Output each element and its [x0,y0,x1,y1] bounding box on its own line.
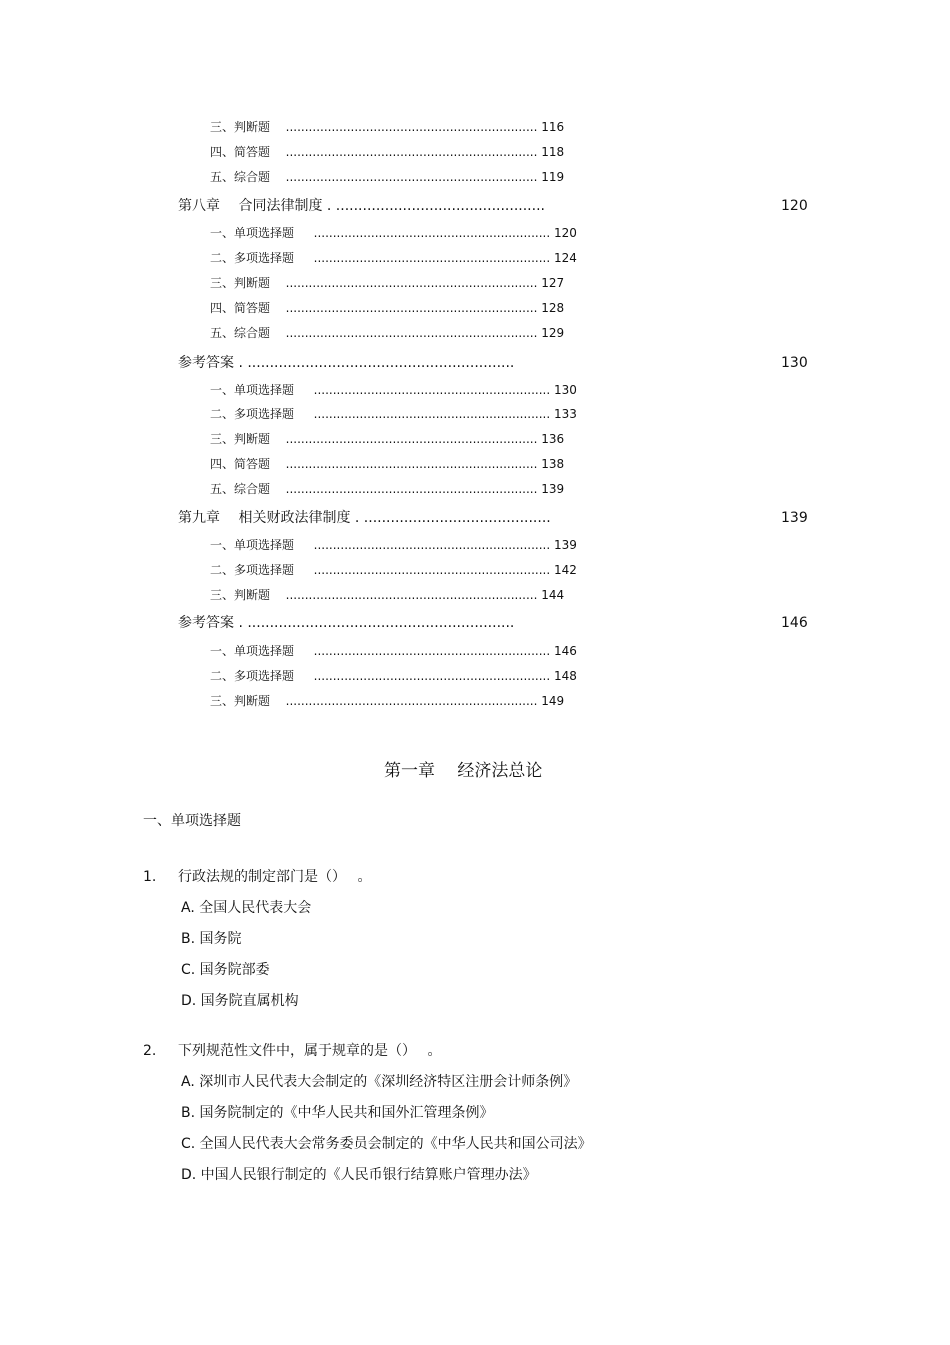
answer-option[interactable]: B. 国务院制定的《中华人民共和国外汇管理条例》 [181,1105,494,1121]
toc-label: 第九章 相关财政法律制度 [178,510,351,526]
toc-leader: .............................................................. [313,383,551,397]
toc-label: 三、判断题 [210,432,271,446]
toc-leader: .................................................................. [285,170,538,184]
toc-row[interactable] [210,430,564,448]
toc-leader: .................................................................. [285,276,538,290]
toc-page: 128 [541,301,565,315]
toc-page: 146 [781,615,808,631]
toc-label: 五、综合题 [210,326,271,340]
toc-page: 120 [554,226,577,240]
toc-label: 参考答案 [178,355,234,371]
toc-label: 四、简答题 [210,457,271,471]
toc-page: 149 [541,694,565,708]
toc-page: 133 [554,407,577,421]
toc-label: 三、判断题 [210,120,271,134]
toc-label: 二、多项选择题 [210,563,295,577]
answer-option[interactable]: C. 全国人民代表大会常务委员会制定的《中华人民共和国公司法》 [181,1136,592,1152]
toc-page: 129 [541,326,565,340]
toc-label: 五、综合题 [210,170,271,184]
toc-label: 一、单项选择题 [210,538,295,552]
toc-label: 五、综合题 [210,482,271,496]
answer-option[interactable]: D. 中国人民银行制定的《人民币银行结算账户管理办法》 [181,1167,537,1183]
toc-page: 139 [781,510,808,526]
toc-leader: . ............................................................ [238,355,515,371]
toc-page: 124 [554,251,577,265]
toc-page: 130 [554,383,577,397]
question-number: 1. [143,869,157,885]
toc-label: 三、判断题 [210,694,271,708]
toc-label: 一、单项选择题 [210,383,295,397]
toc-label: 第八章 合同法律制度 [178,198,323,214]
toc-leader: . .......................................... [354,510,551,526]
toc-leader: .............................................................. [313,226,551,240]
toc-row[interactable] [210,455,564,473]
answer-option[interactable]: A. 全国人民代表大会 [181,900,312,916]
toc-row[interactable] [210,381,577,399]
toc-row[interactable] [210,642,577,660]
toc-label: 一、单项选择题 [210,644,295,658]
toc-row[interactable] [210,692,564,710]
toc-page: 142 [554,563,577,577]
toc-row[interactable] [210,586,564,604]
toc-leader: . ............................................... [326,198,545,214]
toc-page: 127 [541,276,565,290]
toc-row[interactable] [210,224,577,242]
toc-row[interactable] [210,274,564,292]
toc-leader: .................................................................. [285,326,538,340]
toc-page: 119 [541,170,565,184]
toc-leader: .................................................................. [285,432,538,446]
toc-label: 三、判断题 [210,588,271,602]
toc-label: 二、多项选择题 [210,407,295,421]
toc-leader: .................................................................. [285,301,538,315]
toc-row[interactable] [210,249,577,267]
toc-row[interactable] [210,536,577,554]
toc-leader: .............................................................. [313,563,551,577]
toc-row-chapter[interactable] [178,354,514,372]
toc-page: 116 [541,120,565,134]
toc-label: 三、判断题 [210,276,271,290]
toc-leader: . ............................................................ [238,615,515,631]
answer-option[interactable]: D. 国务院直属机构 [181,993,299,1009]
toc-row[interactable] [210,405,577,423]
question-number: 2. [143,1043,157,1059]
toc-label: 二、多项选择题 [210,669,295,683]
section-heading: 一、单项选择题 [143,813,241,829]
toc-page: 118 [541,145,565,159]
toc-row[interactable] [210,299,564,317]
toc-row[interactable] [210,118,564,136]
toc-leader: .............................................................. [313,669,551,683]
answer-option[interactable]: B. 国务院 [181,931,242,947]
toc-leader: .............................................................. [313,538,551,552]
toc-page: 139 [554,538,577,552]
toc-leader: .............................................................. [313,251,551,265]
question-text: 下列规范性文件中，属于规章的是（） 。 [178,1043,442,1059]
toc-leader: .................................................................. [285,588,538,602]
toc-leader: .................................................................. [285,120,538,134]
toc-page: 136 [541,432,565,446]
toc-leader: .............................................................. [313,644,551,658]
answer-option[interactable]: A. 深圳市人民代表大会制定的《深圳经济特区注册会计师条例》 [181,1074,578,1090]
toc-label: 四、简答题 [210,301,271,315]
toc-label: 四、简答题 [210,145,271,159]
answer-option[interactable]: C. 国务院部委 [181,962,270,978]
toc-page: 148 [554,669,577,683]
toc-page: 120 [781,198,808,214]
toc-row[interactable] [210,324,564,342]
toc-label: 二、多项选择题 [210,251,295,265]
toc-leader: .................................................................. [285,145,538,159]
toc-page: 146 [554,644,577,658]
question-text: 行政法规的制定部门是（） 。 [178,869,372,885]
toc-page: 138 [541,457,565,471]
toc-leader: .............................................................. [313,407,551,421]
toc-row[interactable] [210,667,577,685]
toc-row[interactable] [210,143,564,161]
toc-row-chapter[interactable] [178,509,551,527]
toc-leader: .................................................................. [285,457,538,471]
chapter-title: 第一章 经济法总论 [384,761,543,781]
toc-row-chapter[interactable] [178,197,545,215]
toc-leader: .................................................................. [285,694,538,708]
toc-row[interactable] [210,561,577,579]
toc-page: 139 [541,482,565,496]
toc-row[interactable] [210,480,564,498]
toc-leader: .................................................................. [285,482,538,496]
toc-label: 一、单项选择题 [210,226,295,240]
toc-page: 144 [541,588,565,602]
toc-row-chapter[interactable] [178,614,514,632]
toc-row[interactable] [210,168,564,186]
toc-page: 130 [781,355,808,371]
toc-label: 参考答案 [178,615,234,631]
